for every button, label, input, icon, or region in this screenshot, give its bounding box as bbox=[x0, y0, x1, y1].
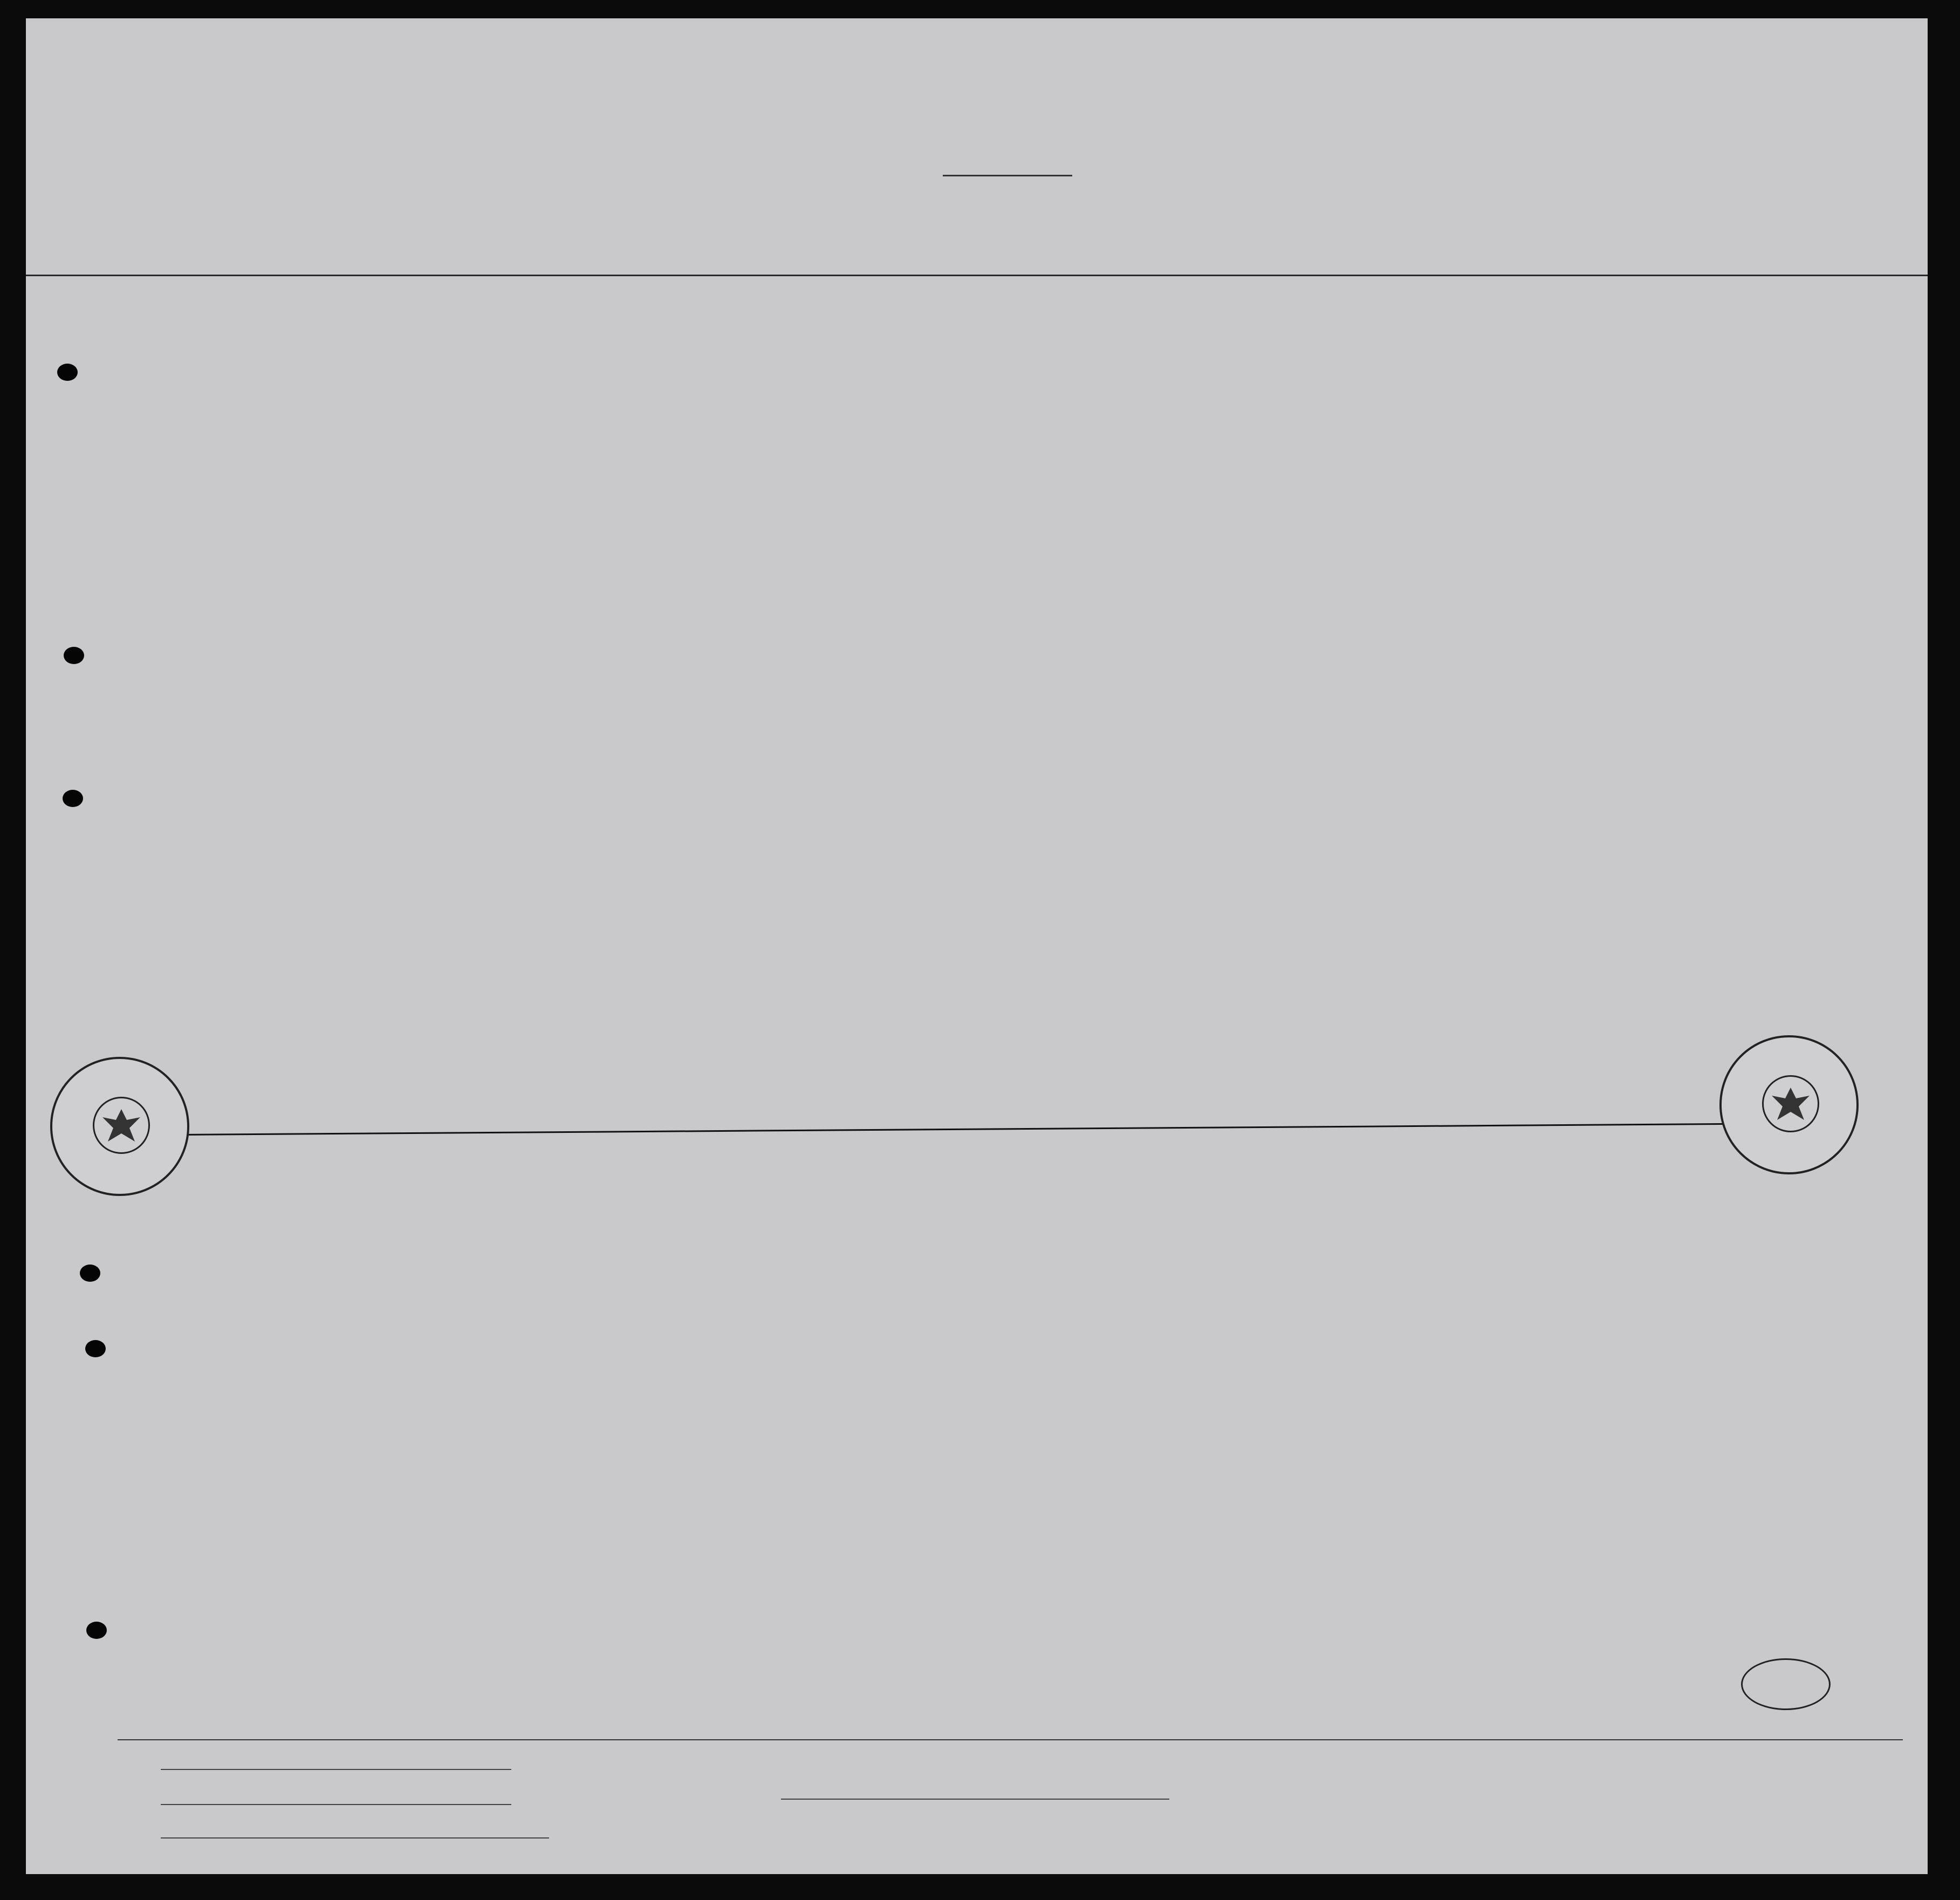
signature-line bbox=[781, 1799, 1169, 1800]
punch-hole bbox=[80, 1265, 100, 1282]
consulate-stamp-left bbox=[50, 1057, 189, 1196]
punch-hole bbox=[63, 790, 83, 807]
eagle-seal-icon bbox=[1762, 1075, 1819, 1132]
header-rule bbox=[26, 275, 1928, 276]
eagle-seal-icon bbox=[93, 1097, 150, 1154]
footer-rule bbox=[118, 1739, 1903, 1740]
circled-total bbox=[1741, 1658, 1831, 1710]
agents-underline bbox=[161, 1837, 549, 1839]
strike-through-line bbox=[163, 1123, 1738, 1136]
owners-underline bbox=[161, 1804, 511, 1805]
voyage-line bbox=[26, 237, 1928, 269]
manifest-sheet bbox=[26, 18, 1928, 1874]
punch-hole bbox=[86, 1622, 107, 1639]
consulate-stamp-right bbox=[1719, 1035, 1859, 1174]
punch-hole bbox=[64, 647, 84, 664]
punch-hole bbox=[57, 364, 78, 381]
line-underline bbox=[161, 1769, 511, 1770]
punch-hole bbox=[85, 1340, 106, 1357]
title-rule bbox=[943, 175, 1072, 176]
